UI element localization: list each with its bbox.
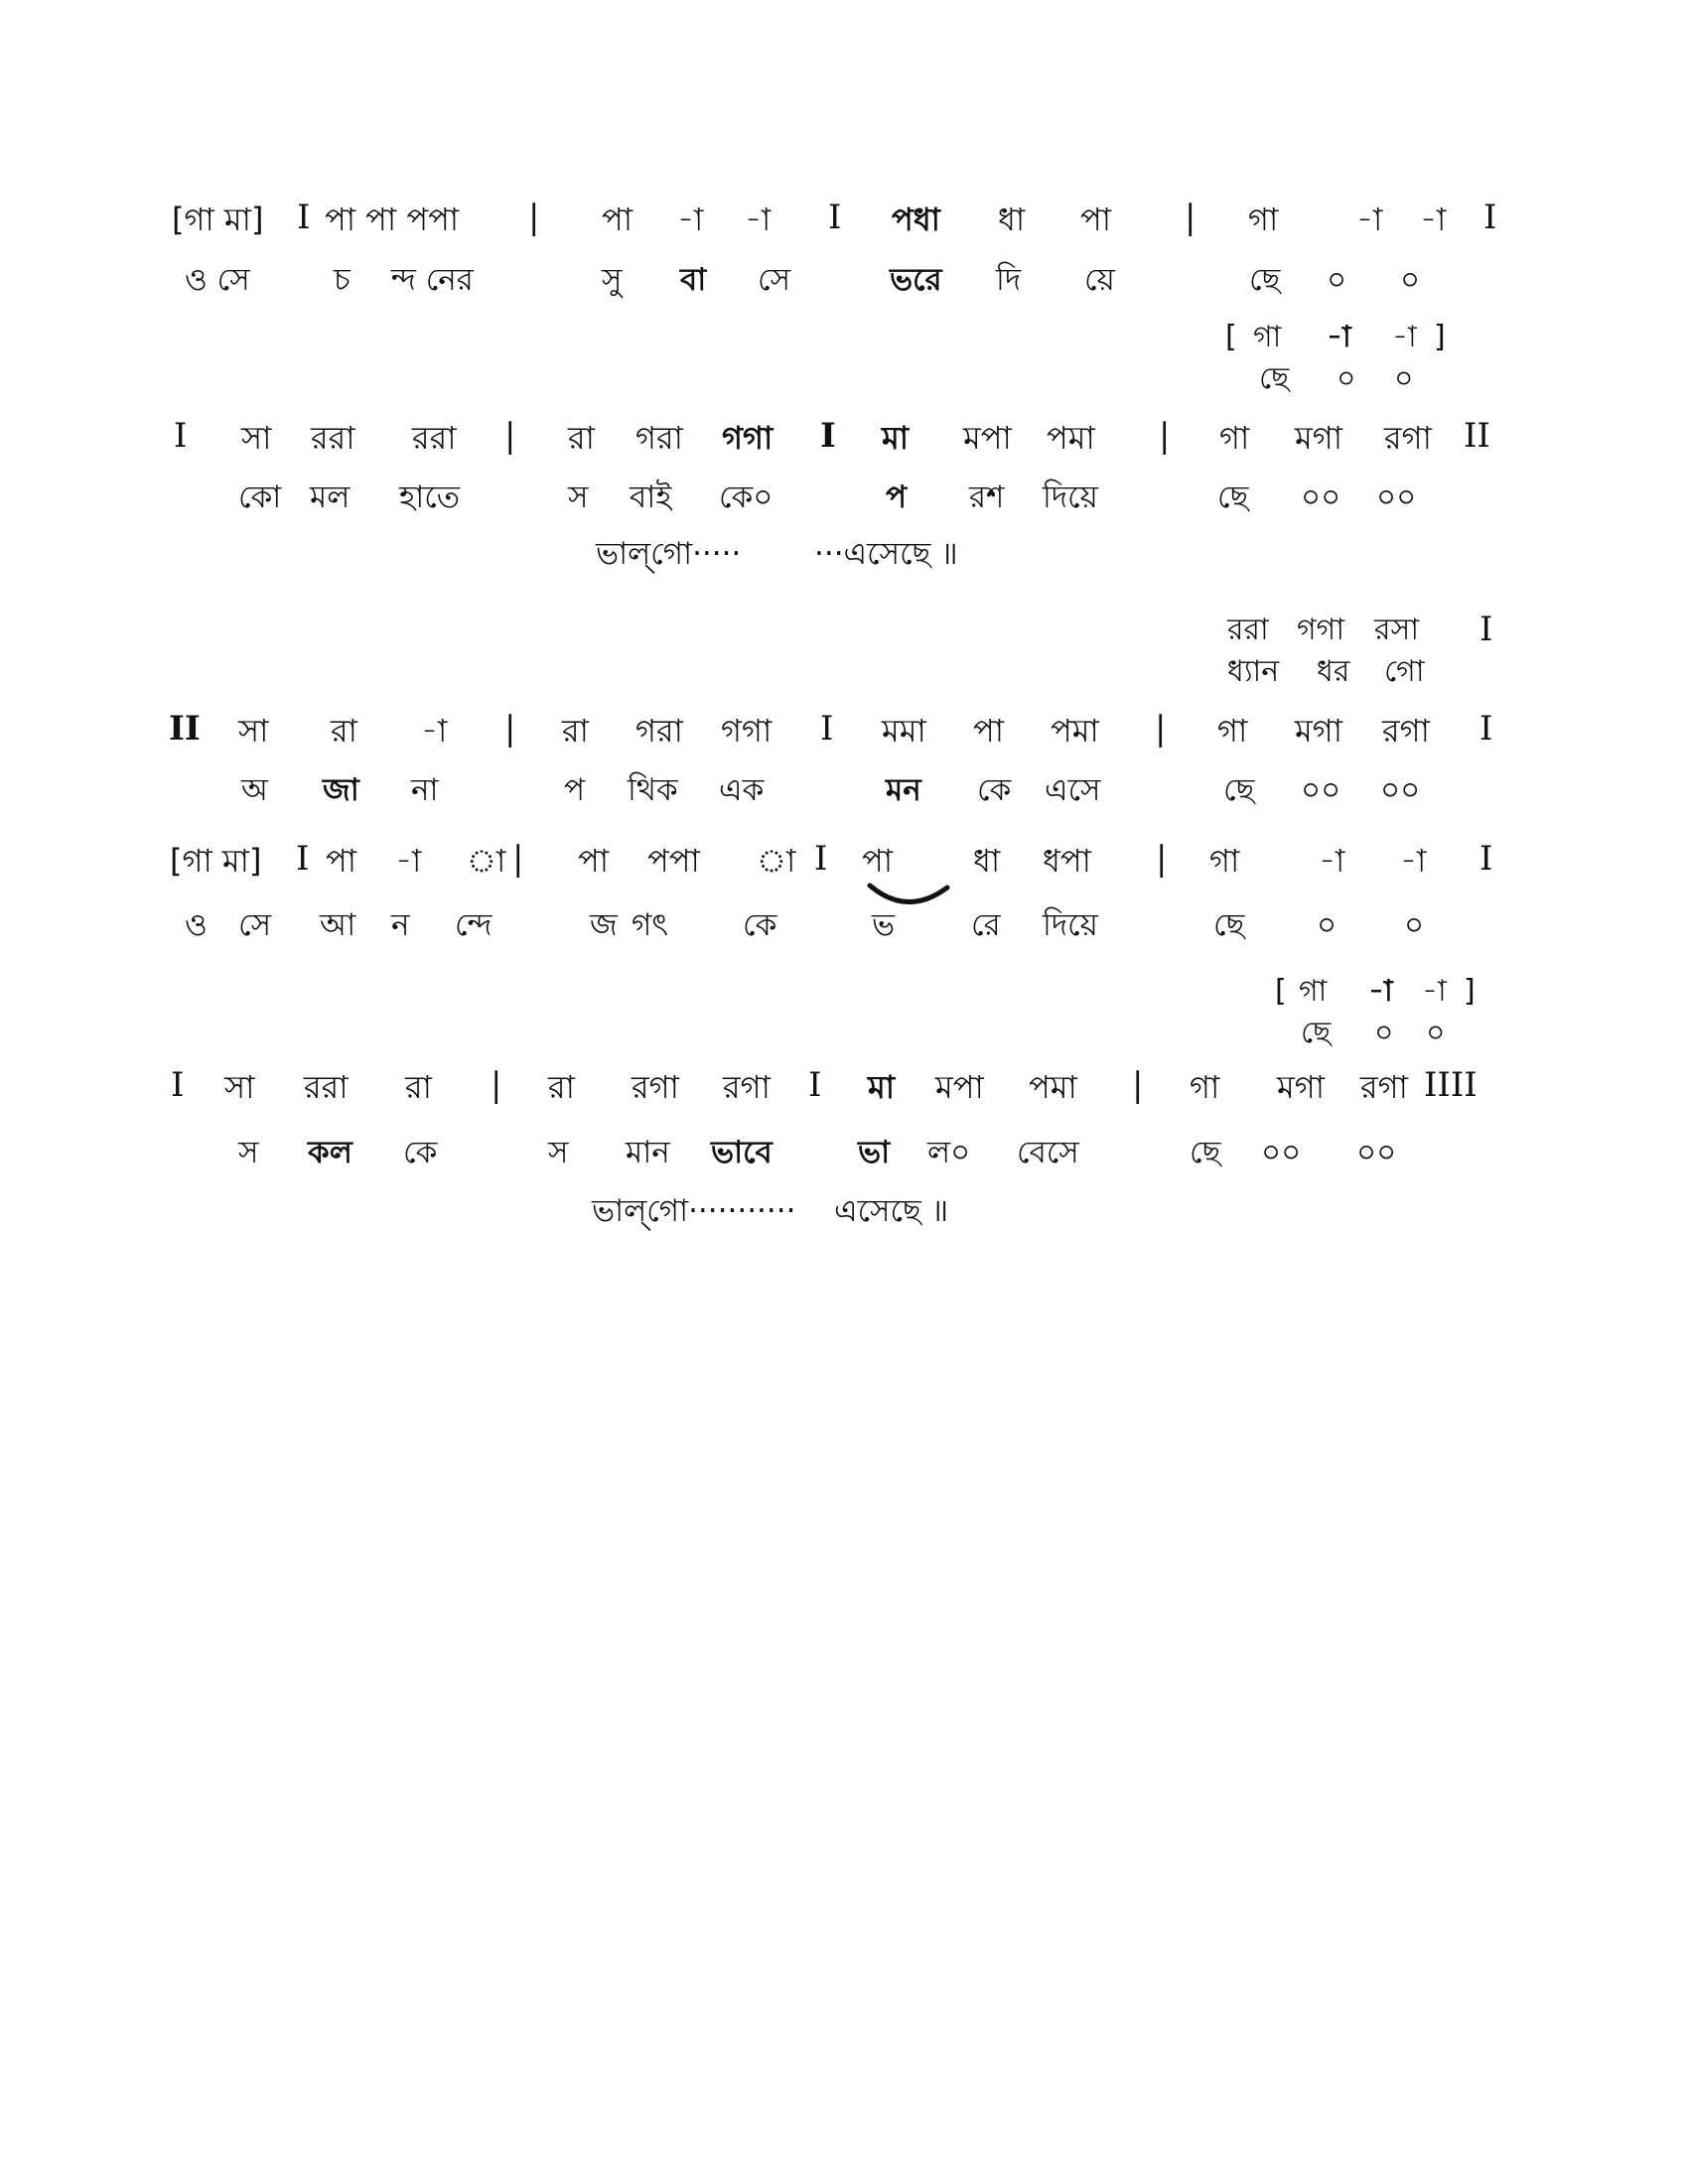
- notation-token: রা: [331, 712, 357, 750]
- notation-token: সা: [238, 712, 269, 750]
- lyric-token: ছে: [1190, 1135, 1221, 1170]
- refrain-start: ভাল্‌গো·····: [596, 536, 742, 572]
- notation-token: রগা: [723, 1068, 771, 1106]
- notation-token: গা: [1217, 712, 1248, 750]
- alt-lyric-token: ছে: [1259, 361, 1290, 396]
- lyric-token: ভাবে: [711, 1135, 773, 1170]
- lyric-token: প: [564, 772, 586, 808]
- bar-line: I: [171, 1065, 185, 1105]
- notation-token: ধপা: [1043, 842, 1091, 880]
- notation-token: -া: [395, 842, 422, 880]
- lyric-token: ০০: [1301, 479, 1341, 515]
- lyric-token: স: [238, 1135, 259, 1170]
- notation-token: গগা: [722, 419, 774, 457]
- notation-token: গা: [1248, 201, 1279, 238]
- bar-line: |: [1155, 709, 1167, 749]
- notation-token: রা: [405, 1068, 432, 1106]
- notation-token: সা: [224, 1068, 255, 1106]
- alt-lyric-token: ০: [1374, 1016, 1394, 1050]
- lyric-token: এসে: [1045, 772, 1101, 808]
- bar-line: |: [1159, 416, 1171, 456]
- lyric-token: না: [411, 772, 439, 808]
- lyric-token: কল: [308, 1135, 352, 1170]
- lyric-token: য়ে: [1084, 262, 1115, 298]
- notation-token: [গা মা]: [172, 201, 264, 238]
- bar-line: II: [1464, 416, 1490, 456]
- notation-token: মগা: [1295, 712, 1343, 750]
- lyric-token: ন: [391, 907, 410, 943]
- bar-line: I: [828, 198, 842, 237]
- lyric-token: মান: [626, 1135, 670, 1170]
- alt-notation-token: -া: [1327, 320, 1351, 354]
- alt-notation-token: -া: [1422, 974, 1447, 1009]
- lyric-token: হাতে: [399, 479, 460, 515]
- bar-line: |: [1185, 198, 1196, 237]
- lyric-token: সু: [602, 262, 623, 298]
- alt-lyric-token: ০: [1336, 361, 1356, 396]
- lyric-token: দিয়ে: [1043, 479, 1098, 515]
- notation-token: -া: [1319, 842, 1345, 880]
- notation-token: মপা: [963, 419, 1012, 457]
- notation-token: গা: [1190, 1068, 1220, 1106]
- lyric-token: ০০: [1356, 1135, 1397, 1170]
- notation-token: মা: [868, 1068, 896, 1106]
- bar-line: I: [1479, 709, 1493, 749]
- notation-token: ররা: [304, 1068, 349, 1106]
- pre-lyric-token: ধ্যান: [1227, 654, 1280, 689]
- alt-bracket: ]: [1464, 974, 1476, 1009]
- notation-token: পা পা পপা: [325, 201, 460, 238]
- notation-token: মগা: [1295, 419, 1343, 457]
- lyric-token: ০০: [1261, 1135, 1302, 1170]
- lyric-token: এক: [719, 772, 765, 808]
- lyric-token: দিয়ে: [1043, 907, 1098, 943]
- lyric-token: ন্দ নের: [391, 262, 474, 298]
- notation-token: রগা: [632, 1068, 679, 1106]
- lyric-token: থিক: [628, 772, 678, 808]
- notation-token: -া: [745, 201, 772, 238]
- notation-token: গা: [1219, 419, 1250, 457]
- notation-token: রা: [568, 419, 595, 457]
- lyric-token: ও সে: [185, 262, 250, 298]
- pre-lyric-token: ধর: [1317, 654, 1350, 689]
- lyric-token: জ: [590, 907, 618, 943]
- lyric-token: মল: [310, 479, 351, 515]
- alt-notation-token: -া: [1368, 974, 1393, 1009]
- pre-notation-token: রসা: [1374, 613, 1420, 647]
- lyric-token: ০০: [1380, 772, 1421, 808]
- lyric-token: দি: [996, 262, 1022, 298]
- bar-line: I: [174, 416, 188, 456]
- bar-line: I: [814, 839, 828, 879]
- notation-token: মমা: [882, 712, 926, 750]
- alt-notation-token: গা: [1299, 974, 1328, 1009]
- lyric-token: ছে: [1213, 907, 1245, 943]
- bar-line: |: [512, 839, 524, 879]
- notation-token: সা: [241, 419, 272, 457]
- notation-token: রগা: [1360, 1068, 1408, 1106]
- notation-token: -া: [421, 712, 448, 750]
- alt-lyric-token: ০: [1426, 1016, 1446, 1050]
- lyric-token: জা: [323, 772, 359, 808]
- notation-token: রগা: [1382, 712, 1430, 750]
- bar-line: I: [1479, 839, 1493, 879]
- notation-token: পা: [326, 842, 357, 880]
- lyric-token: ছে: [1249, 262, 1281, 298]
- bar-line: |: [1156, 839, 1168, 879]
- refrain-start: ভাল্‌গো···········: [592, 1193, 796, 1229]
- bar-line: I: [808, 1065, 822, 1105]
- notation-token: পা: [973, 712, 1005, 750]
- bar-line: I: [297, 198, 311, 237]
- notation-token: -া: [1400, 842, 1427, 880]
- lyric-token: ছে: [1223, 772, 1255, 808]
- alt-bracket: [: [1275, 974, 1287, 1009]
- notation-token: -া: [1356, 201, 1383, 238]
- notation-token: রা: [562, 712, 589, 750]
- lyric-token: ০: [1327, 262, 1347, 298]
- lyric-token: সে: [238, 907, 272, 943]
- lyric-token: ০: [1317, 907, 1337, 943]
- notation-token: পপা: [647, 842, 700, 880]
- lyric-token: চ: [334, 262, 351, 298]
- notation-token: া: [467, 842, 506, 880]
- bar-line: I: [820, 709, 834, 749]
- notation-token: গরা: [635, 419, 683, 457]
- lyric-token: বা: [680, 262, 707, 298]
- notation-token: পা: [602, 201, 633, 238]
- lyric-token: রশ: [969, 479, 1005, 515]
- notation-token: গা: [1209, 842, 1240, 880]
- refrain-end: ···এসেছে ॥: [814, 536, 958, 572]
- notation-token: ররা: [311, 419, 355, 457]
- notation-token: মগা: [1277, 1068, 1326, 1106]
- notation-token: পা: [578, 842, 610, 880]
- lyric-token: স: [548, 1135, 569, 1170]
- bar-line: I: [820, 416, 836, 456]
- bar-line: |: [1132, 1065, 1144, 1105]
- notation-token: গরা: [635, 712, 683, 750]
- bar-line: |: [528, 198, 540, 237]
- lyric-token: অ: [241, 772, 268, 808]
- lyric-token: স: [568, 479, 589, 515]
- bar-line: II: [169, 709, 201, 749]
- bar-line: I: [296, 839, 310, 879]
- bar-line: |: [504, 709, 516, 749]
- alt-notation-token: -া: [1392, 320, 1417, 354]
- lyric-token: কে: [403, 1135, 438, 1170]
- lyric-token: ০: [1404, 907, 1425, 943]
- lyric-token: কে০: [719, 479, 774, 515]
- notation-token: ধা: [973, 842, 1001, 880]
- lyric-token: কো: [238, 479, 282, 515]
- lyric-token: ছে: [1217, 479, 1249, 515]
- pre-notation-token: গগা: [1297, 613, 1345, 647]
- bar-line: |: [491, 1065, 502, 1105]
- lyric-token: প: [886, 479, 908, 515]
- notation-token: গগা: [721, 712, 773, 750]
- lyric-token: কে: [977, 772, 1012, 808]
- lyric-token: রে: [971, 907, 1001, 943]
- lyric-token: ০: [1400, 262, 1421, 298]
- notation-token: -া: [1420, 201, 1447, 238]
- notation-token: রা: [548, 1068, 575, 1106]
- lyric-token: ল০: [927, 1135, 971, 1170]
- bar-line: IIII: [1424, 1065, 1477, 1105]
- lyric-token: মন: [886, 772, 921, 808]
- notation-token: পা: [862, 842, 894, 880]
- bar-line: I: [1479, 610, 1493, 649]
- lyric-token: ০০: [1376, 479, 1417, 515]
- notation-token: মা: [882, 419, 910, 457]
- notation-token: মপা: [935, 1068, 984, 1106]
- alt-lyric-token: ছে: [1301, 1016, 1332, 1050]
- pre-notation-token: ররা: [1227, 613, 1269, 647]
- lyric-token: ভরে: [890, 262, 942, 298]
- refrain-end: এসেছে ॥: [834, 1193, 949, 1229]
- lyric-token: বেসে: [1017, 1135, 1079, 1170]
- lyric-token: ভ: [872, 907, 896, 943]
- bar-line: I: [1483, 198, 1497, 237]
- notation-token: ধা: [998, 201, 1026, 238]
- bar-line: |: [504, 416, 516, 456]
- lyric-token: ও: [185, 907, 208, 943]
- lyric-token: কে: [743, 907, 777, 943]
- pre-lyric-token: গো: [1384, 654, 1425, 689]
- lyric-token: গৎ: [632, 907, 668, 943]
- notation-token: পমা: [1047, 419, 1095, 457]
- alt-lyric-token: ০: [1394, 361, 1414, 396]
- lyric-token: আ: [320, 907, 356, 943]
- lyric-token: ন্দে: [455, 907, 492, 943]
- alt-bracket: [: [1225, 320, 1237, 354]
- lyric-token: বাই: [630, 479, 672, 515]
- notation-token: ররা: [412, 419, 457, 457]
- notation-token: পমা: [1029, 1068, 1077, 1106]
- notation-token: পধা: [892, 201, 940, 238]
- lyric-token: সে: [758, 262, 791, 298]
- notation-token: পমা: [1051, 712, 1099, 750]
- lyric-token: ভা: [858, 1135, 891, 1170]
- alt-bracket: ]: [1434, 320, 1446, 354]
- notation-token: [গা মা]: [170, 842, 262, 880]
- notation-token: -া: [677, 201, 704, 238]
- notation-token: পা: [1080, 201, 1112, 238]
- alt-notation-token: গা: [1253, 320, 1282, 354]
- lyric-token: ০০: [1301, 772, 1341, 808]
- notation-token: া: [757, 842, 796, 880]
- notation-token: রগা: [1384, 419, 1432, 457]
